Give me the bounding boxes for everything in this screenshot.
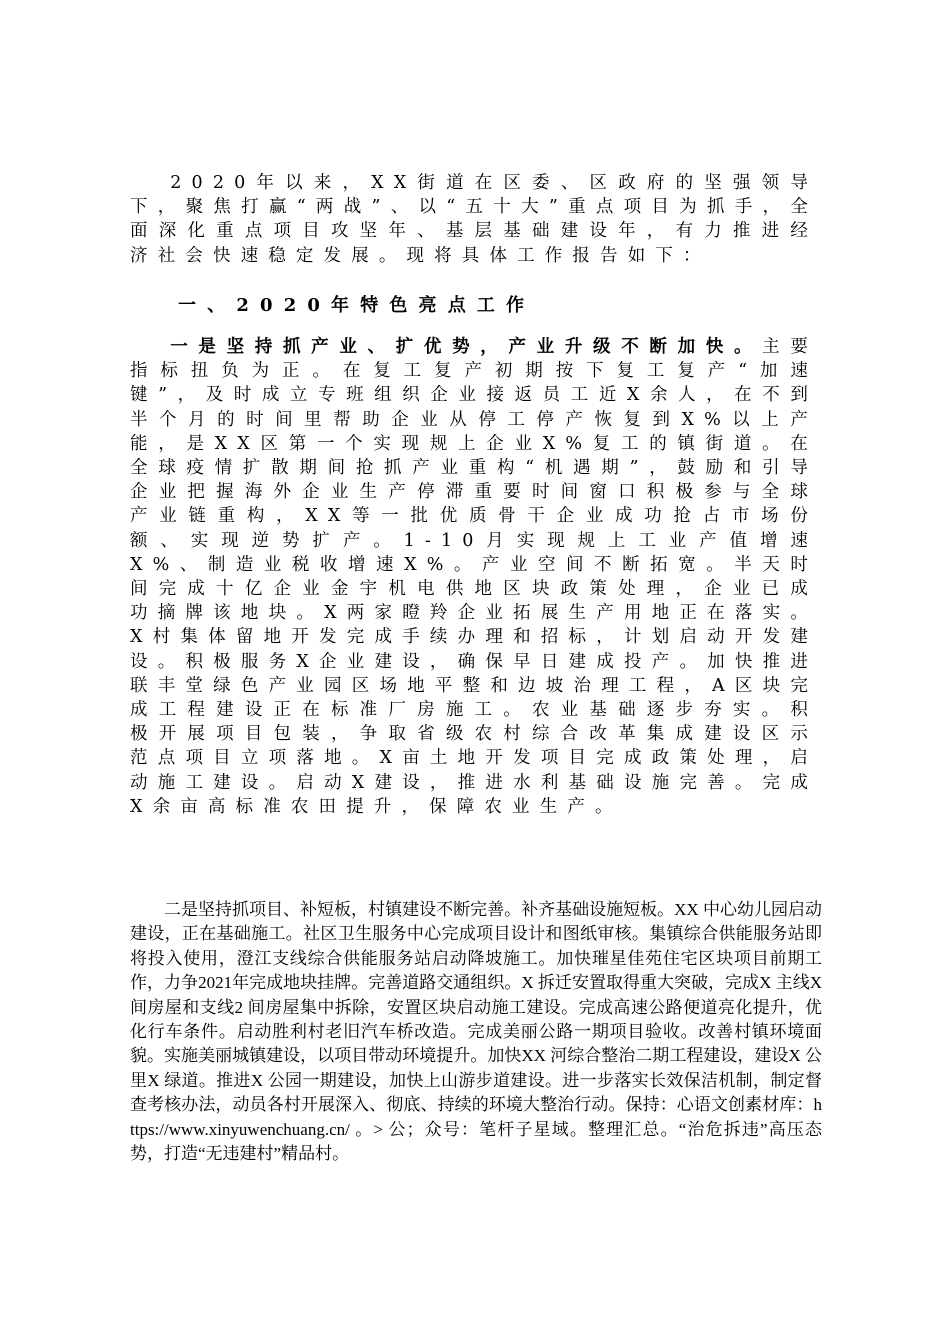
item-one-lead: 一是坚持抓产业、扩优势，产业升级不断加快。 <box>170 337 763 357</box>
item-one-body: 主要指标扭负为正。在复工复产初期按下复工复产“加速键”，及时成立专班组织企业接返员工近X余人，在不到半个月的时间里帮助企业从停工停产恢复到X%以上产能，是XX区第一个实现规上企业X%复工的镇街道。在全球疫情扩散期间抢抓产业重构“机遇期”，鼓励和引导企业把握海外企业生产停滞重要时间窗口积极参与全球产业链重构，XX等一批优质骨干企业成功抢占市场份额、实现逆势扩产。1-10月实现规上工业产值增速X%、制造业税收增速X%。产业空间不断拓宽。半天时间完成十亿企业金宇机电供地区块政策处理，企业已成功摘牌该地块。X两家瞪羚企业拓展生产用地正在落实。X村集体留地开发完成手续办理和招标，计划启动开发建设。积极服务X企业建设，确保早日建成投产。加快推进联丰堂绿色产业园区场地平整和边坡治理工程，A区块完成工程建设正在标准厂房施工。农业基础逐步夯实。积极开展项目包装，争取省级农村综合改革集成建设区示范点项目立项落地。X亩土地开发项目完成政策处理，启动施工建设。启动X建设，推进水利基础设施完善。完成X余亩高标准农田提升，保障农业生产。 <box>130 337 818 817</box>
item-two-paragraph: 二是坚持抓项目、补短板，村镇建设不断完善。补齐基础设施短板。XX 中心幼儿园启动建设，正在基础施工。社区卫生服务中心完成项目设计和图纸审核。集镇综合供能服务站即将投入使用，澄江支线综合供能服务站启动降坡施工。加快璀星佳苑住宅区块项目前期工作，力争2021年完成地块挂牌。完善道路交通组织。X 拆迁安置取得重大突破，完成X 主线X 间房屋和支线2 间房屋集中拆除，安置区块启动施工建设。完成高速公路便道亮化提升，优化行车条件。启动胜利村老旧汽车桥改造。完成美丽公路一期项目验收。改善村镇环境面貌。实施美丽城镇建设，以项目带动环境提升。加快XX 河综合整治二期工程建设，建设X 公里X 绿道。推进X 公园一期建设，加快上山游步道建设。进一步落实长效保洁机制，制定督查考核办法，动员各村开展深入、彻底、持续的环境大整治行动。保持：心语文创素材库：https://www.xinyuwenchuang.cn/ 。> 公；众号：笔杆子星域。整理汇总。“治危拆违”高压态势，打造“无违建村”精品村。 <box>130 900 822 1164</box>
section-heading: 一、2020年特色亮点工作 <box>178 295 536 316</box>
item-one-paragraph <box>130 335 818 819</box>
intro-paragraph: 2020年以来，XX街道在区委、区政府的坚强领导下，聚焦打赢“两战”、以“五十大”重点项目为抓手，全面深化重点项目攻坚年、基层基础建设年，有力推进经济社会快速稳定发展。现将具体工作报告如下： <box>130 173 818 266</box>
